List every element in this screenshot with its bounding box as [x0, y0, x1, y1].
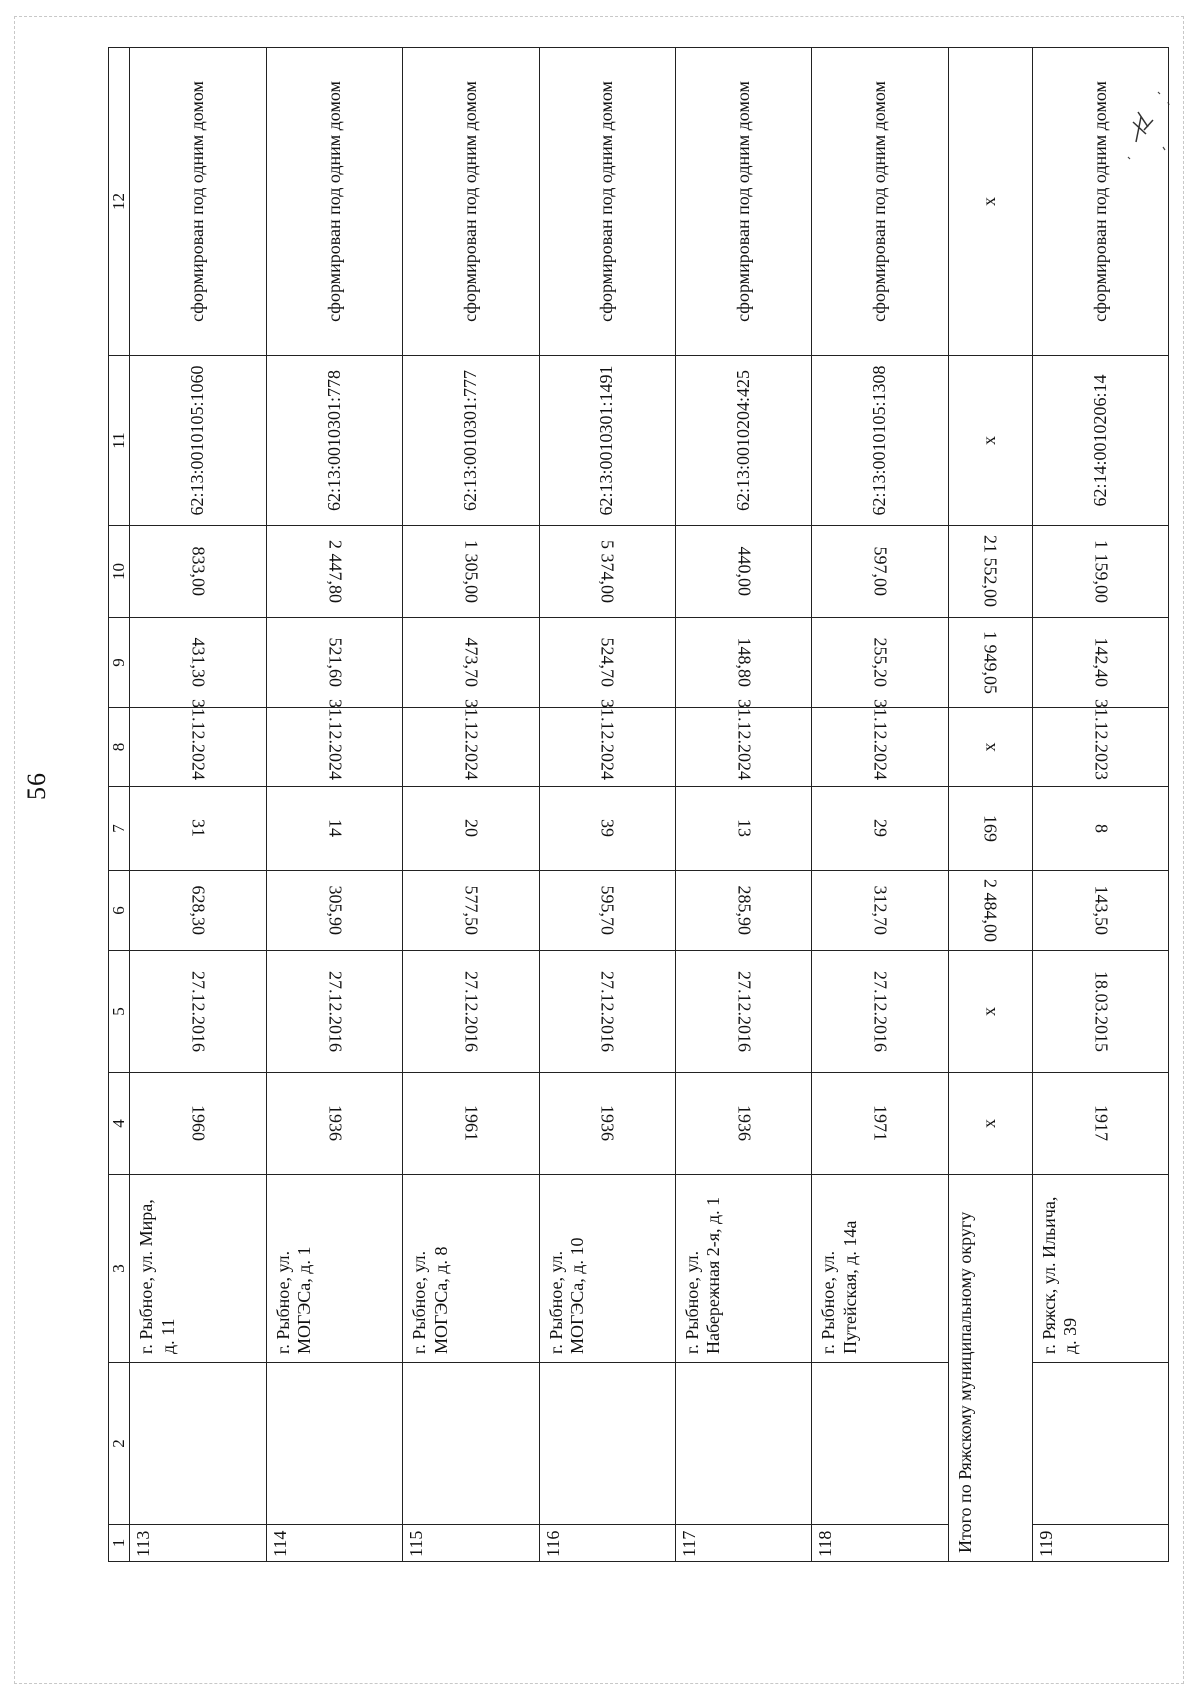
year-cell: 1936	[539, 1073, 675, 1175]
address-cell: г. Рыбное, ул. Путейская, д. 14а	[812, 1175, 948, 1363]
year-cell: 1960	[130, 1073, 266, 1175]
table-row	[403, 48, 539, 1562]
total-count-cell: 169	[948, 787, 1032, 871]
data-table	[108, 47, 1169, 1562]
empty-cell	[403, 1363, 539, 1525]
area-cell: 312,70	[812, 871, 948, 951]
address-cell: г. Рыбное, ул. МОГЭСа, д. 8	[403, 1175, 539, 1363]
date-cell: 31.12.2023	[1032, 708, 1168, 787]
total-year-cell: x	[948, 1073, 1032, 1175]
status-cell: сформирован под одним домом	[812, 48, 948, 356]
address-cell: г. Ряжск, ул. Ильича, д. 39	[1032, 1175, 1168, 1363]
year-cell: 1971	[812, 1073, 948, 1175]
area-cell: 285,90	[675, 871, 811, 951]
total-area-cell: 1 949,05	[948, 618, 1032, 708]
row-number: 117	[675, 1525, 811, 1562]
status-cell: сформирован под одним домом	[675, 48, 811, 356]
year-cell: 1917	[1032, 1073, 1168, 1175]
cadastral-cell: 62:13:0010301:1491	[539, 356, 675, 526]
empty-cell	[1032, 1363, 1168, 1525]
cadastral-cell: 62:13:0010105:1060	[130, 356, 266, 526]
area-cell: 305,90	[266, 871, 402, 951]
year-cell: 1961	[403, 1073, 539, 1175]
table-row	[675, 48, 811, 1562]
empty-cell	[675, 1363, 811, 1525]
area-cell: 521,60	[266, 618, 402, 708]
header-cell: 8	[109, 708, 130, 787]
row-number: 113	[130, 1525, 266, 1562]
status-cell: сформирован под одним домом	[130, 48, 266, 356]
total-area-cell: 21 552,00	[948, 526, 1032, 618]
area-cell: 2 447,80	[266, 526, 402, 618]
area-cell: 524,70	[539, 618, 675, 708]
area-cell: 628,30	[130, 871, 266, 951]
header-cell: 7	[109, 787, 130, 871]
area-cell: 143,50	[1032, 871, 1168, 951]
address-cell: г. Рыбное, ул. МОГЭСа, д. 10	[539, 1175, 675, 1363]
total-label: Итого по Ряжскому муниципальному округу	[948, 1175, 1032, 1562]
header-row	[109, 48, 130, 1562]
date-cell: 18.03.2015	[1032, 951, 1168, 1073]
date-cell: 27.12.2016	[675, 951, 811, 1073]
table-row	[812, 48, 948, 1562]
area-cell: 577,50	[403, 871, 539, 951]
page-number: 56	[22, 772, 51, 800]
row-number: 116	[539, 1525, 675, 1562]
header-cell: 5	[109, 951, 130, 1073]
total-area-cell: 2 484,00	[948, 871, 1032, 951]
area-cell: 597,00	[812, 526, 948, 618]
status-cell: сформирован под одним домом	[403, 48, 539, 356]
empty-cell	[266, 1363, 402, 1525]
empty-cell	[130, 1363, 266, 1525]
total-date-cell: x	[948, 951, 1032, 1073]
cadastral-cell: 62:13:0010301:778	[266, 356, 402, 526]
date-cell: 31.12.2024	[539, 708, 675, 787]
row-number: 114	[266, 1525, 402, 1562]
count-cell: 14	[266, 787, 402, 871]
status-cell: сформирован под одним домом	[1032, 48, 1168, 356]
status-cell: сформирован под одним домом	[539, 48, 675, 356]
count-cell: 39	[539, 787, 675, 871]
header-cell: 3	[109, 1175, 130, 1363]
total-date-cell: x	[948, 708, 1032, 787]
count-cell: 20	[403, 787, 539, 871]
date-cell: 31.12.2024	[266, 708, 402, 787]
area-cell: 1 305,00	[403, 526, 539, 618]
header-cell: 2	[109, 1363, 130, 1525]
date-cell: 27.12.2016	[812, 951, 948, 1073]
area-cell: 595,70	[539, 871, 675, 951]
date-cell: 27.12.2016	[266, 951, 402, 1073]
row-number: 118	[812, 1525, 948, 1562]
area-cell: 5 374,00	[539, 526, 675, 618]
year-cell: 1936	[675, 1073, 811, 1175]
total-row	[948, 48, 1032, 1562]
header-cell: 9	[109, 618, 130, 708]
count-cell: 31	[130, 787, 266, 871]
header-cell: 10	[109, 526, 130, 618]
table-row	[539, 48, 675, 1562]
table-row	[266, 48, 402, 1562]
address-cell: г. Рыбное, ул. Набережная 2-я, д. 1	[675, 1175, 811, 1363]
cadastral-cell: 62:14:0010206:14	[1032, 356, 1168, 526]
date-cell: 27.12.2016	[130, 951, 266, 1073]
address-cell: г. Рыбное, ул. Мира, д. 11	[130, 1175, 266, 1363]
total-status-cell: x	[948, 48, 1032, 356]
count-cell: 8	[1032, 787, 1168, 871]
area-cell: 1 159,00	[1032, 526, 1168, 618]
header-cell: 1	[109, 1525, 130, 1562]
cadastral-cell: 62:13:0010301:777	[403, 356, 539, 526]
cadastral-cell: 62:13:0010204:425	[675, 356, 811, 526]
area-cell: 142,40	[1032, 618, 1168, 708]
header-cell: 6	[109, 871, 130, 951]
date-cell: 31.12.2024	[130, 708, 266, 787]
status-cell: сформирован под одним домом	[266, 48, 402, 356]
date-cell: 27.12.2016	[539, 951, 675, 1073]
area-cell: 431,30	[130, 618, 266, 708]
count-cell: 29	[812, 787, 948, 871]
table-container	[108, 48, 1169, 1562]
area-cell: 440,00	[675, 526, 811, 618]
empty-cell	[539, 1363, 675, 1525]
header-cell: 11	[109, 356, 130, 526]
table-row	[130, 48, 266, 1562]
table-row	[1032, 48, 1168, 1562]
header-cell: 12	[109, 48, 130, 356]
row-number: 119	[1032, 1525, 1168, 1562]
area-cell: 473,70	[403, 618, 539, 708]
cadastral-cell: 62:13:0010105:1308	[812, 356, 948, 526]
date-cell: 27.12.2016	[403, 951, 539, 1073]
date-cell: 31.12.2024	[675, 708, 811, 787]
empty-cell	[812, 1363, 948, 1525]
year-cell: 1936	[266, 1073, 402, 1175]
header-cell: 4	[109, 1073, 130, 1175]
area-cell: 833,00	[130, 526, 266, 618]
date-cell: 31.12.2024	[403, 708, 539, 787]
row-number: 115	[403, 1525, 539, 1562]
date-cell: 31.12.2024	[812, 708, 948, 787]
count-cell: 13	[675, 787, 811, 871]
area-cell: 255,20	[812, 618, 948, 708]
total-cadastral-cell: x	[948, 356, 1032, 526]
area-cell: 148,80	[675, 618, 811, 708]
address-cell: г. Рыбное, ул. МОГЭСа, д. 1	[266, 1175, 402, 1363]
